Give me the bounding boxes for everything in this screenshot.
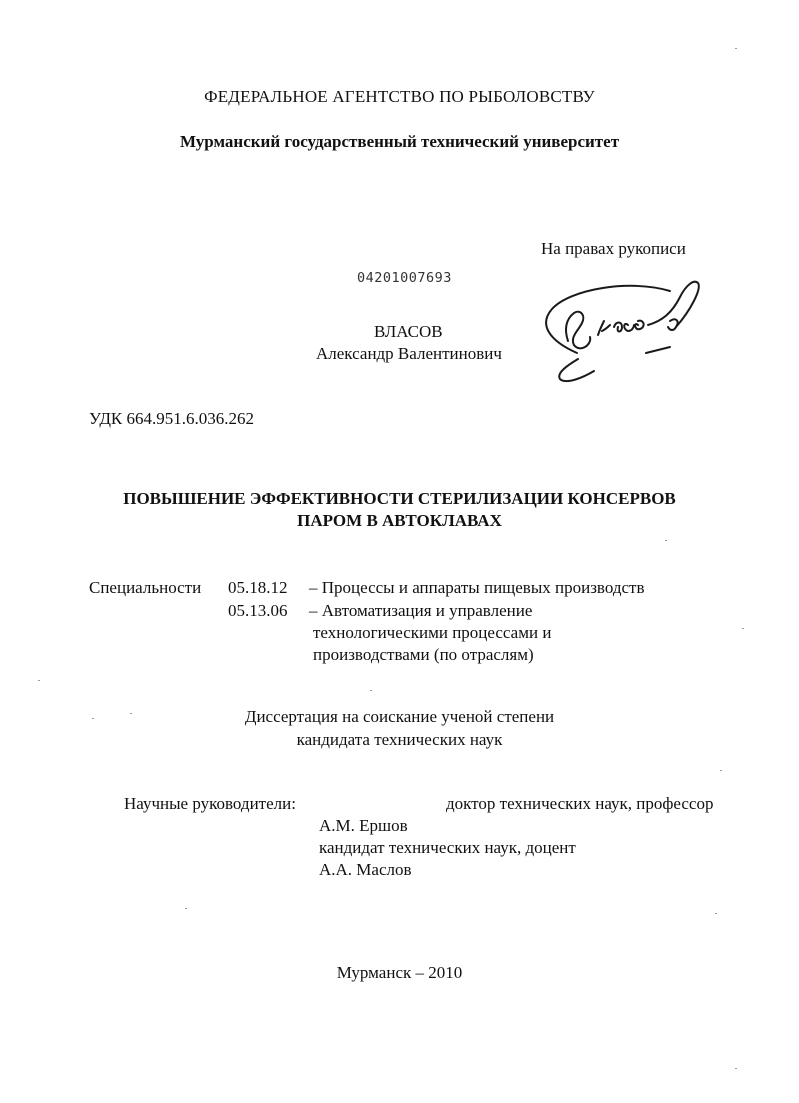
- degree-statement: Диссертация на соискание ученой степени: [244, 707, 555, 726]
- scan-speck: [665, 540, 667, 541]
- inventory-number: 04201007693: [357, 270, 452, 286]
- scan-speck: [92, 718, 94, 719]
- specialty-text: – Процессы и аппараты пищевых производств: [309, 578, 645, 597]
- supervisors-label: Научные руководители:: [124, 794, 296, 813]
- scan-speck: [370, 690, 372, 691]
- scan-speck: [720, 770, 722, 771]
- supervisor-credentials: кандидат технических наук, доцент: [319, 838, 576, 857]
- specialties-label: Специальности: [89, 578, 202, 597]
- city-year: Мурманск – 2010: [336, 963, 463, 982]
- degree-statement: кандидата технических наук: [296, 730, 503, 749]
- agency-heading: ФЕДЕРАЛЬНОЕ АГЕНТСТВО ПО РЫБОЛОВСТВУ: [204, 87, 595, 106]
- specialty-text: – Автоматизация и управление: [309, 601, 533, 620]
- dissertation-title: [0, 488, 799, 532]
- scan-speck: [742, 628, 744, 629]
- title-line-2: ПАРОМ В АВТОКЛАВАХ: [297, 511, 502, 530]
- scan-speck: [735, 48, 737, 49]
- author-full-name: Александр Валентинович: [316, 344, 502, 363]
- scan-speck: [735, 1068, 737, 1069]
- specialty-code: 05.13.06: [228, 601, 288, 620]
- specialty-code: 05.18.12: [228, 578, 288, 597]
- supervisor-credentials: доктор технических наук, профессор: [446, 794, 714, 813]
- specialty-text: технологическими процессами и: [313, 623, 552, 642]
- specialty-text: производствами (по отраслям): [313, 645, 534, 664]
- scan-speck: [38, 680, 40, 681]
- university-heading: Мурманский государственный технический университет: [179, 132, 620, 151]
- title-line-1: ПОВЫШЕНИЕ ЭФФЕКТИВНОСТИ СТЕРИЛИЗАЦИИ КОНСЕРВОВ: [123, 489, 676, 508]
- udc-code: УДК 664.951.6.036.262: [89, 409, 255, 428]
- author-surname: ВЛАСОВ: [374, 322, 443, 341]
- manuscript-note: На правах рукописи: [541, 239, 686, 258]
- supervisor-name: А.А. Маслов: [319, 860, 412, 879]
- scan-speck: [715, 913, 717, 914]
- supervisor-name: А.М. Ершов: [319, 816, 408, 835]
- scan-speck: [130, 713, 132, 714]
- author-signature: [530, 275, 705, 390]
- scan-speck: [185, 908, 187, 909]
